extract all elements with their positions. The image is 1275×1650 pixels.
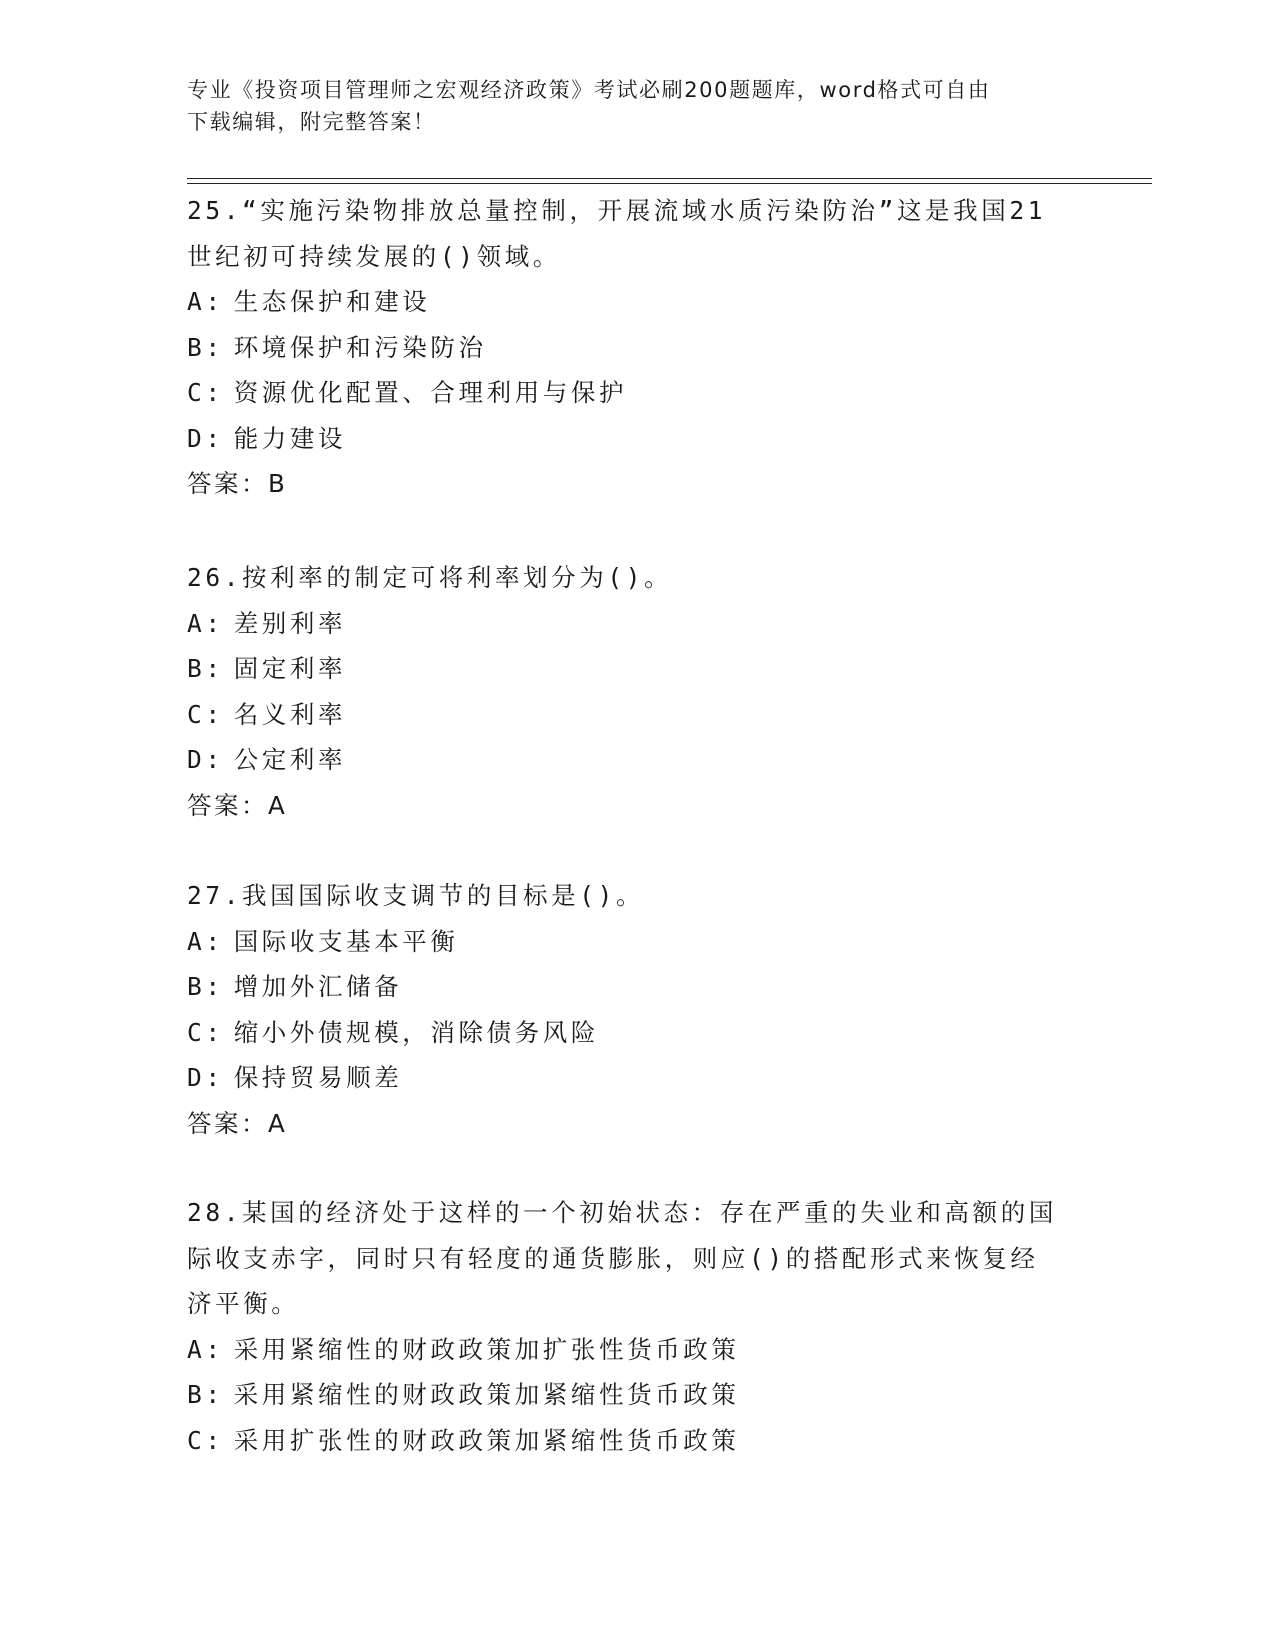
answer-line: 答案：A xyxy=(187,1108,288,1138)
question-stem: 25.“实施污染物排放总量控制，开展流域水质污染防治”这是我国21 xyxy=(187,196,1047,225)
question-25 xyxy=(187,188,1087,507)
question-stem: 28.某国的经济处于这样的一个初始状态：存在严重的失业和高额的国 xyxy=(187,1198,1057,1227)
option-label: A: xyxy=(187,287,224,316)
option-text: 资源优化配置、合理利用与保护 xyxy=(233,378,628,407)
option-label: D: xyxy=(187,1063,224,1092)
option-label: D: xyxy=(187,423,224,453)
question-stem: 27.我国国际收支调节的目标是()。 xyxy=(187,881,645,910)
option-label: C: xyxy=(187,699,224,729)
option-label: C: xyxy=(187,1425,224,1455)
option-label: A: xyxy=(187,608,224,638)
option-c xyxy=(187,1418,1087,1464)
question-stem: 际收支赤字，同时只有轻度的通货膨胀，则应()的搭配形式来恢复经 xyxy=(187,1243,1039,1273)
option-text: 采用紧缩性的财政政策加扩张性货币政策 xyxy=(233,1334,740,1364)
option-text: 保持贸易顺差 xyxy=(233,1063,403,1092)
option-label: D: xyxy=(187,745,224,774)
option-c xyxy=(187,692,1087,738)
question-26 xyxy=(187,555,1087,828)
option-b xyxy=(187,325,1087,371)
question-stem: 26.按利率的制定可将利率划分为()。 xyxy=(187,563,673,592)
option-text: 能力建设 xyxy=(233,423,347,453)
option-text: 采用紧缩性的财政政策加紧缩性货币政策 xyxy=(233,1380,740,1409)
option-c xyxy=(187,1010,1087,1056)
option-b xyxy=(187,1372,1087,1418)
option-a xyxy=(187,1327,1087,1373)
answer-line: 答案：A xyxy=(187,790,288,820)
option-d xyxy=(187,1055,1087,1101)
option-label: A: xyxy=(187,926,224,956)
header-divider xyxy=(187,178,1152,179)
option-text: 生态保护和建设 xyxy=(233,287,431,316)
option-label: A: xyxy=(187,1334,224,1364)
option-a xyxy=(187,919,1087,965)
answer-line: 答案：B xyxy=(187,469,288,498)
option-text: 缩小外债规模，消除债务风险 xyxy=(233,1017,600,1047)
option-label: C: xyxy=(187,378,224,407)
option-label: C: xyxy=(187,1017,224,1047)
option-text: 固定利率 xyxy=(233,654,347,683)
header-line: 下载编辑，附完整答案！ xyxy=(187,110,436,134)
option-d xyxy=(187,737,1087,783)
option-text: 环境保护和污染防治 xyxy=(233,332,487,362)
header-divider xyxy=(187,183,1152,184)
option-text: 公定利率 xyxy=(233,745,347,774)
question-28 xyxy=(187,1190,1087,1463)
option-b xyxy=(187,646,1087,692)
option-label: B: xyxy=(187,1380,224,1409)
question-27 xyxy=(187,873,1087,1146)
option-text: 名义利率 xyxy=(233,699,347,729)
option-a xyxy=(187,601,1087,647)
option-label: B: xyxy=(187,332,224,362)
option-c xyxy=(187,370,1087,416)
option-text: 采用扩张性的财政政策加紧缩性货币政策 xyxy=(233,1425,740,1455)
option-label: B: xyxy=(187,654,224,683)
option-d xyxy=(187,416,1087,462)
option-b xyxy=(187,964,1087,1010)
question-stem: 世纪初可持续发展的()领域。 xyxy=(187,241,561,271)
header-line: 专业《投资项目管理师之宏观经济政策》考试必刷200题题库，word格式可自由 xyxy=(187,78,991,102)
question-stem: 济平衡。 xyxy=(187,1289,300,1318)
option-text: 差别利率 xyxy=(233,608,347,638)
option-text: 国际收支基本平衡 xyxy=(233,926,459,956)
option-text: 增加外汇储备 xyxy=(233,972,403,1001)
option-label: B: xyxy=(187,972,224,1001)
option-a xyxy=(187,279,1087,325)
document-header xyxy=(187,74,1067,138)
